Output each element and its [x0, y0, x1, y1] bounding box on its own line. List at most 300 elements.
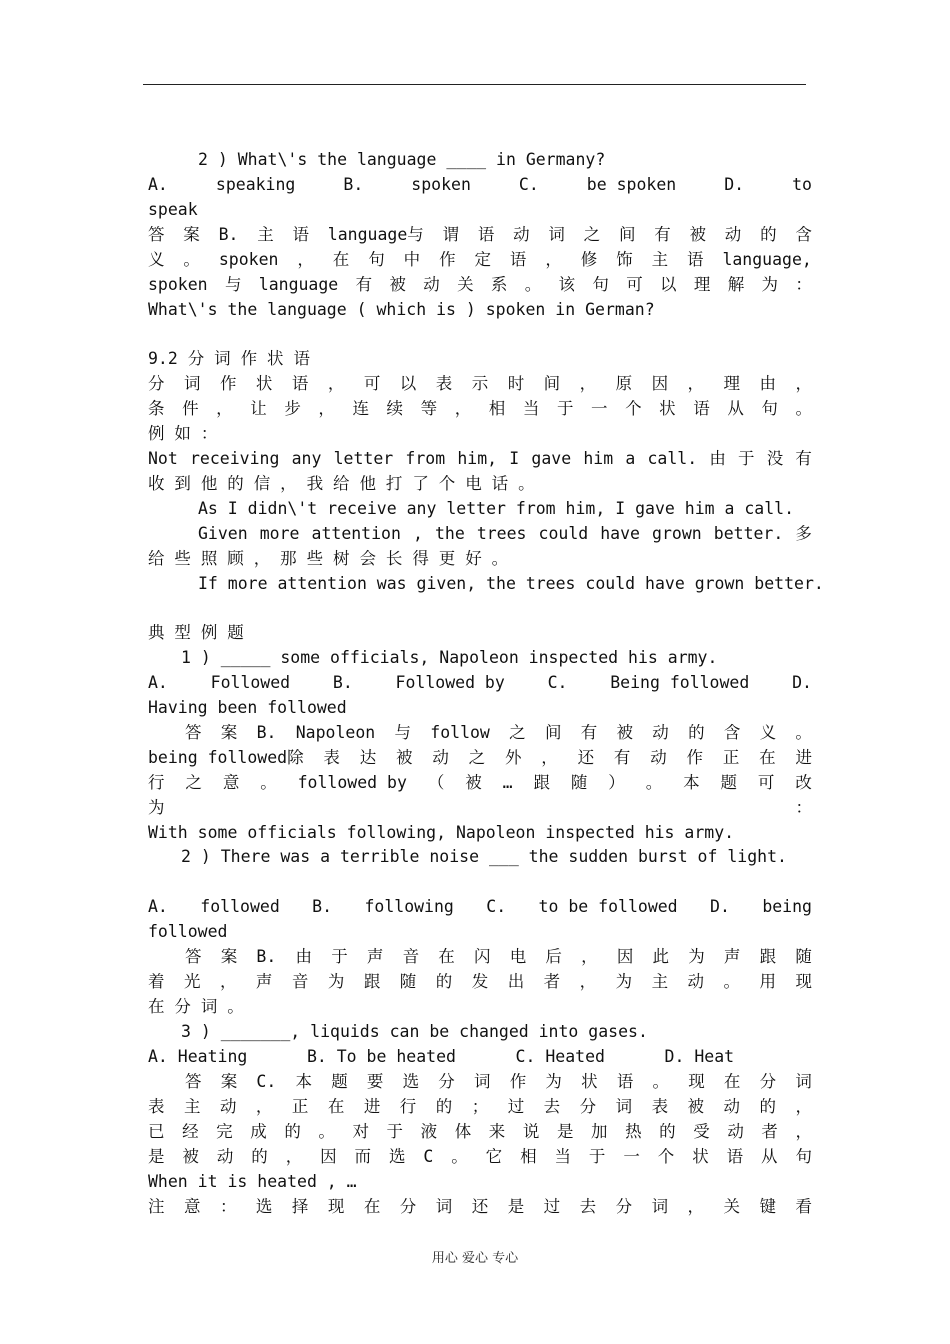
text-run: What\'s the language ( which is ) spoken in German?	[148, 300, 655, 319]
text-run: 间	[618, 225, 636, 244]
text-run: 分	[579, 1097, 597, 1116]
text-run: 含	[795, 225, 812, 244]
text-run: 。	[723, 972, 740, 991]
text-run: 。	[183, 250, 200, 269]
text-run: 完	[216, 1122, 233, 1141]
text-run: gave	[531, 449, 572, 468]
text-run: 选	[255, 1197, 273, 1216]
text-run: 该	[558, 275, 576, 294]
text-run: C.	[256, 1072, 277, 1091]
text-run: 在	[438, 947, 455, 966]
text-line	[148, 250, 812, 272]
text-run: 当	[554, 1147, 571, 1166]
text-run: B.	[332, 673, 353, 692]
text-run: 作	[219, 374, 237, 393]
text-run: 续	[386, 399, 404, 418]
text-run: ，	[795, 1097, 812, 1116]
text-run: ：	[219, 1197, 237, 1216]
text-run: 由	[709, 449, 726, 468]
text-run: 动	[219, 1097, 237, 1116]
text-run: 择	[291, 1197, 309, 1216]
text-run: 随	[570, 773, 588, 792]
text-run: 语	[292, 225, 309, 244]
text-line	[148, 997, 244, 1019]
text-run: 词	[474, 1072, 491, 1091]
text-run: 键	[759, 1197, 776, 1216]
text-run: 状	[692, 1147, 709, 1166]
text-line	[148, 449, 812, 471]
text-run: 定	[474, 250, 491, 269]
text-run: 件	[182, 399, 199, 418]
text-run: 分	[759, 1072, 777, 1091]
text-line	[185, 947, 812, 969]
text-run: When it is heated , …	[148, 1172, 357, 1191]
text-line	[148, 922, 227, 944]
text-run: 句	[795, 1147, 812, 1166]
text-run: 选	[402, 1072, 420, 1091]
text-line	[148, 623, 244, 645]
text-run: 有	[654, 225, 671, 244]
text-run: could	[538, 524, 589, 543]
text-run: 饰	[616, 250, 633, 269]
text-run: 动	[432, 748, 449, 767]
text-run: 成	[250, 1122, 267, 1141]
text-run: 跟	[533, 773, 550, 792]
text-run: 已	[148, 1122, 165, 1141]
text-run: C.	[518, 175, 539, 194]
text-run: have	[600, 524, 640, 543]
text-run: 。	[318, 1122, 335, 1141]
text-line	[148, 474, 535, 496]
text-run: C.	[486, 897, 507, 916]
text-run: I	[509, 449, 520, 468]
text-run: 的	[435, 972, 453, 991]
text-run: ，	[327, 374, 345, 393]
text-run: D.	[792, 673, 812, 692]
text-run: 有	[355, 275, 373, 294]
text-run: 表	[323, 748, 340, 767]
text-run: 去	[579, 1197, 597, 1216]
text-run: 主	[651, 972, 669, 991]
text-run: B.	[218, 225, 239, 244]
text-run: 为	[615, 972, 633, 991]
text-line	[181, 648, 717, 670]
text-run: call.	[647, 449, 698, 468]
text-run: 的	[659, 1122, 676, 1141]
text-run: 在	[363, 1197, 381, 1216]
text-run: 等	[420, 399, 438, 418]
text-run: to	[792, 175, 812, 194]
text-run: him	[583, 449, 614, 468]
text-run: 体	[454, 1122, 472, 1141]
text-line	[148, 1097, 812, 1119]
text-line	[185, 723, 812, 745]
text-run: being	[762, 897, 812, 916]
text-run: 答	[185, 947, 202, 966]
text-run: language与	[327, 225, 424, 244]
text-run: 因	[651, 374, 669, 393]
text-run: 是	[507, 1197, 525, 1216]
text-line	[148, 549, 508, 571]
text-run: speaking	[215, 175, 296, 194]
text-run: 之	[185, 773, 202, 792]
text-run: 语	[509, 250, 527, 269]
text-run: A.	[148, 673, 168, 692]
text-run: 让	[250, 399, 267, 418]
text-run: 受	[693, 1122, 710, 1141]
text-run: 声	[366, 947, 384, 966]
text-run: a	[625, 449, 636, 468]
text-run: 光	[183, 972, 201, 991]
text-run: 语	[616, 1072, 634, 1091]
text-run: 3 ) _______, liquids can be changed into gases.	[181, 1022, 648, 1041]
text-run: ，	[285, 1147, 303, 1166]
text-run: 在	[327, 1097, 345, 1116]
text-run: 是	[148, 1147, 165, 1166]
text-run: 修	[580, 250, 598, 269]
text-line	[198, 499, 794, 521]
text-line	[148, 1147, 812, 1169]
text-run: 之	[468, 748, 486, 767]
text-line	[148, 897, 812, 919]
text-run: 的	[688, 723, 705, 742]
text-run: 可	[757, 773, 775, 792]
text-run: 被	[687, 1097, 705, 1116]
text-run: 随	[399, 972, 417, 991]
header-rule	[143, 84, 806, 85]
text-run: 状	[659, 399, 676, 418]
text-run: spoken	[148, 275, 208, 294]
text-run: spoken	[218, 250, 279, 269]
text-run: ，	[297, 250, 314, 269]
text-run: ，	[795, 374, 812, 393]
text-run: 关	[457, 275, 474, 294]
text-run: 还	[471, 1197, 489, 1216]
text-run: ，	[216, 399, 233, 418]
text-run: 的	[251, 1147, 268, 1166]
page-footer: 用心 爱心 专心	[431, 1251, 519, 1266]
text-run: 理	[723, 374, 740, 393]
text-run: 者	[761, 1122, 778, 1141]
text-run: 表	[435, 374, 453, 393]
text-run: 于	[588, 1147, 606, 1166]
text-run: 相	[520, 1147, 537, 1166]
text-run: 题	[720, 773, 737, 792]
text-run: 义	[759, 723, 777, 742]
text-line	[148, 748, 812, 770]
text-run: C	[423, 1147, 434, 1166]
text-run: 句	[368, 250, 385, 269]
text-run: D.	[724, 175, 745, 194]
text-run: 意	[183, 1197, 201, 1216]
text-run: 跟	[363, 972, 381, 991]
text-run: following	[364, 897, 454, 916]
text-run: being followed除	[148, 748, 304, 767]
text-run: 。	[645, 773, 663, 792]
text-run: 本	[295, 1072, 312, 1091]
text-run: ，	[318, 399, 335, 418]
text-run: 从	[761, 1147, 778, 1166]
text-run: B.	[256, 723, 277, 742]
text-run: 还	[577, 748, 595, 767]
text-run: 谓	[442, 225, 460, 244]
text-run: 语	[687, 250, 704, 269]
text-run: 作	[686, 748, 704, 767]
text-run: 后	[545, 947, 562, 966]
text-run: 主	[183, 1097, 201, 1116]
text-run: followed by	[297, 773, 407, 792]
text-run: 系	[490, 275, 508, 294]
text-run: 来	[488, 1122, 506, 1141]
text-line	[148, 773, 812, 795]
text-line	[148, 200, 198, 222]
text-run: ；	[471, 1097, 489, 1116]
text-line	[198, 150, 605, 172]
text-run: followed	[200, 897, 280, 916]
text-run: 以	[399, 374, 417, 393]
text-run: 间	[543, 374, 561, 393]
text-run: 。	[524, 275, 542, 294]
text-run: 条	[148, 399, 165, 418]
text-run: 着	[148, 972, 165, 991]
text-run: 现	[327, 1197, 345, 1216]
text-run: 本	[683, 773, 700, 792]
text-run: followed	[148, 922, 228, 941]
text-run: 被	[389, 275, 406, 294]
text-run: ，	[579, 374, 597, 393]
text-run: 当	[522, 399, 540, 418]
text-run: 动	[687, 972, 705, 991]
text-run: ，	[545, 250, 562, 269]
text-run: better.	[713, 524, 784, 543]
text-line	[148, 673, 812, 695]
text-run: 动	[652, 723, 669, 742]
text-line	[185, 1072, 812, 1094]
text-run: 在	[759, 748, 776, 767]
text-run: 主	[651, 250, 669, 269]
text-run: 作	[439, 250, 456, 269]
text-run: A. Heating B. To be heated C. Heated D. Heat	[148, 1047, 735, 1066]
text-run: 者	[543, 972, 561, 991]
text-line	[148, 972, 812, 994]
text-run: 音	[291, 972, 309, 991]
text-line	[148, 399, 812, 421]
text-run: 示	[471, 374, 489, 393]
text-run: 的	[435, 1097, 453, 1116]
text-run: 由	[295, 947, 312, 966]
text-run: A.	[148, 175, 168, 194]
text-run: 1 ) _____ some officials, Napoleon inspected his army.	[181, 648, 718, 667]
text-run: 间	[544, 723, 562, 742]
text-run: 收 到 他 的 信 ， 我 给 他 打 了 个 电 话 。	[148, 474, 535, 493]
text-run: ，	[219, 972, 237, 991]
text-run: 相	[488, 399, 506, 418]
text-run: B.	[312, 897, 333, 916]
text-run: spoken	[411, 175, 471, 194]
text-run: 跟	[759, 947, 777, 966]
text-run: 动	[723, 1097, 740, 1116]
text-run: ，	[795, 1122, 812, 1141]
text-run: 词	[183, 374, 201, 393]
text-run: 题	[331, 1072, 348, 1091]
text-run: 现	[688, 1072, 705, 1091]
text-run: any	[291, 449, 322, 468]
text-run: Followed by	[395, 673, 505, 692]
text-line	[148, 1122, 812, 1144]
text-run: 动	[724, 225, 742, 244]
text-run: 。	[795, 723, 812, 742]
text-run: 从	[727, 399, 744, 418]
text-run: 一	[591, 399, 608, 418]
text-run: If more attention was given, the trees could have grown better.	[198, 574, 824, 593]
text-run: 语	[726, 1147, 744, 1166]
text-run: 2 ) What\'s the language ____ in Germany?	[198, 150, 606, 169]
text-run: D.	[710, 897, 730, 916]
text-run: 动	[513, 225, 530, 244]
text-run: 有	[613, 748, 631, 767]
text-run: 进	[795, 748, 812, 767]
text-run: 词	[548, 225, 565, 244]
text-run: 解	[727, 275, 745, 294]
text-run: 给 些 照 顾 ， 那 些 树 会 长 得 更 好 。	[148, 549, 509, 568]
text-run: 一	[623, 1147, 640, 1166]
text-run: 闪	[474, 947, 491, 966]
text-run: 9.2 分 词 作 状 语	[148, 349, 310, 368]
text-run: 电	[509, 947, 527, 966]
text-run: 动	[423, 275, 440, 294]
text-run: 它	[485, 1147, 503, 1166]
text-run: As I didn\'t receive any letter from him, I gave him a call.	[198, 499, 795, 518]
text-line	[148, 823, 734, 845]
text-run: 与	[224, 275, 242, 294]
text-run: 表	[651, 1097, 669, 1116]
text-run: 分	[399, 1197, 417, 1216]
text-run: 热	[625, 1122, 642, 1141]
text-run: 典 型 例 题	[148, 623, 244, 642]
text-run: 正	[722, 748, 740, 767]
text-run: 行	[148, 773, 165, 792]
text-run: 说	[522, 1122, 540, 1141]
text-run: Napoleon	[295, 723, 376, 742]
text-run: 案	[183, 225, 200, 244]
text-run: 动	[216, 1147, 234, 1166]
text-run: 于	[331, 947, 348, 966]
text-run: ，	[579, 972, 597, 991]
text-run: 有	[580, 723, 598, 742]
text-run: 为	[327, 972, 345, 991]
text-run: 发	[471, 972, 489, 991]
text-run: 的	[760, 225, 777, 244]
text-run: 之	[509, 723, 526, 742]
text-run: 声	[255, 972, 273, 991]
text-run: the	[434, 524, 465, 543]
text-line	[148, 275, 812, 297]
text-line	[148, 175, 812, 197]
text-run: him,	[457, 449, 498, 468]
text-run: ，	[541, 748, 558, 767]
text-run: …	[502, 773, 513, 792]
text-line	[148, 1172, 357, 1194]
text-run: 句	[761, 399, 778, 418]
text-run: 现	[795, 972, 812, 991]
text-run: Given	[198, 524, 248, 543]
text-run: 。	[451, 1147, 468, 1166]
text-run: 去	[543, 1097, 561, 1116]
text-run: 。	[260, 773, 277, 792]
text-run: 案	[220, 1072, 238, 1091]
text-run: letter	[333, 449, 394, 468]
text-run: 是	[556, 1122, 574, 1141]
text-run: 为	[545, 1072, 562, 1091]
text-run: 没	[766, 449, 784, 468]
text-line	[148, 300, 655, 322]
text-run: 表	[148, 1097, 165, 1116]
text-run: 注	[148, 1197, 165, 1216]
text-run: 语	[693, 399, 710, 418]
text-run: 案	[220, 947, 238, 966]
text-line	[148, 798, 812, 820]
text-run: 液	[420, 1122, 438, 1141]
text-run: 词	[615, 1097, 633, 1116]
text-run: 动	[727, 1122, 744, 1141]
text-run: 词	[795, 1072, 812, 1091]
text-run: 原	[615, 374, 633, 393]
text-run: 个	[625, 399, 642, 418]
text-run: 被	[689, 225, 707, 244]
text-line	[198, 574, 824, 596]
text-run: 2 ) There was a terrible noise ___ the sudden burst of light.	[181, 847, 787, 866]
text-run: 对	[352, 1122, 369, 1141]
text-run: 语	[477, 225, 495, 244]
text-run: 因	[320, 1147, 337, 1166]
text-run: 状	[255, 374, 273, 393]
text-run: language,	[722, 250, 812, 269]
text-line	[148, 374, 812, 396]
text-run: 被	[616, 723, 633, 742]
text-run: ，	[687, 374, 705, 393]
text-line	[148, 1197, 812, 1219]
text-run: 加	[591, 1122, 608, 1141]
text-run: 。	[652, 1072, 670, 1091]
text-run: C.	[547, 673, 568, 692]
text-line	[181, 847, 787, 869]
text-run: receiving	[190, 449, 280, 468]
text-run: more	[259, 524, 300, 543]
text-run: 答	[185, 723, 202, 742]
text-run: ，	[581, 947, 598, 966]
text-run: 而	[354, 1147, 372, 1166]
text-run: A.	[148, 897, 168, 916]
text-run: 词	[651, 1197, 669, 1216]
text-run: 由	[759, 374, 776, 393]
text-run: 有	[795, 449, 812, 468]
text-run: 看	[795, 1197, 812, 1216]
text-run: 分	[148, 374, 165, 393]
text-run: ,	[412, 524, 423, 543]
text-run: follow	[430, 723, 490, 742]
text-run: 关	[723, 1197, 740, 1216]
text-run: 过	[507, 1097, 525, 1116]
text-run: 意	[222, 773, 240, 792]
text-run: 的	[759, 1097, 776, 1116]
text-line	[148, 424, 217, 446]
text-run: 答	[148, 225, 165, 244]
text-run: Having been followed	[148, 698, 347, 717]
text-line	[148, 698, 347, 720]
text-run: ，	[255, 1097, 273, 1116]
text-run: 动	[650, 748, 667, 767]
text-line	[181, 1022, 648, 1044]
